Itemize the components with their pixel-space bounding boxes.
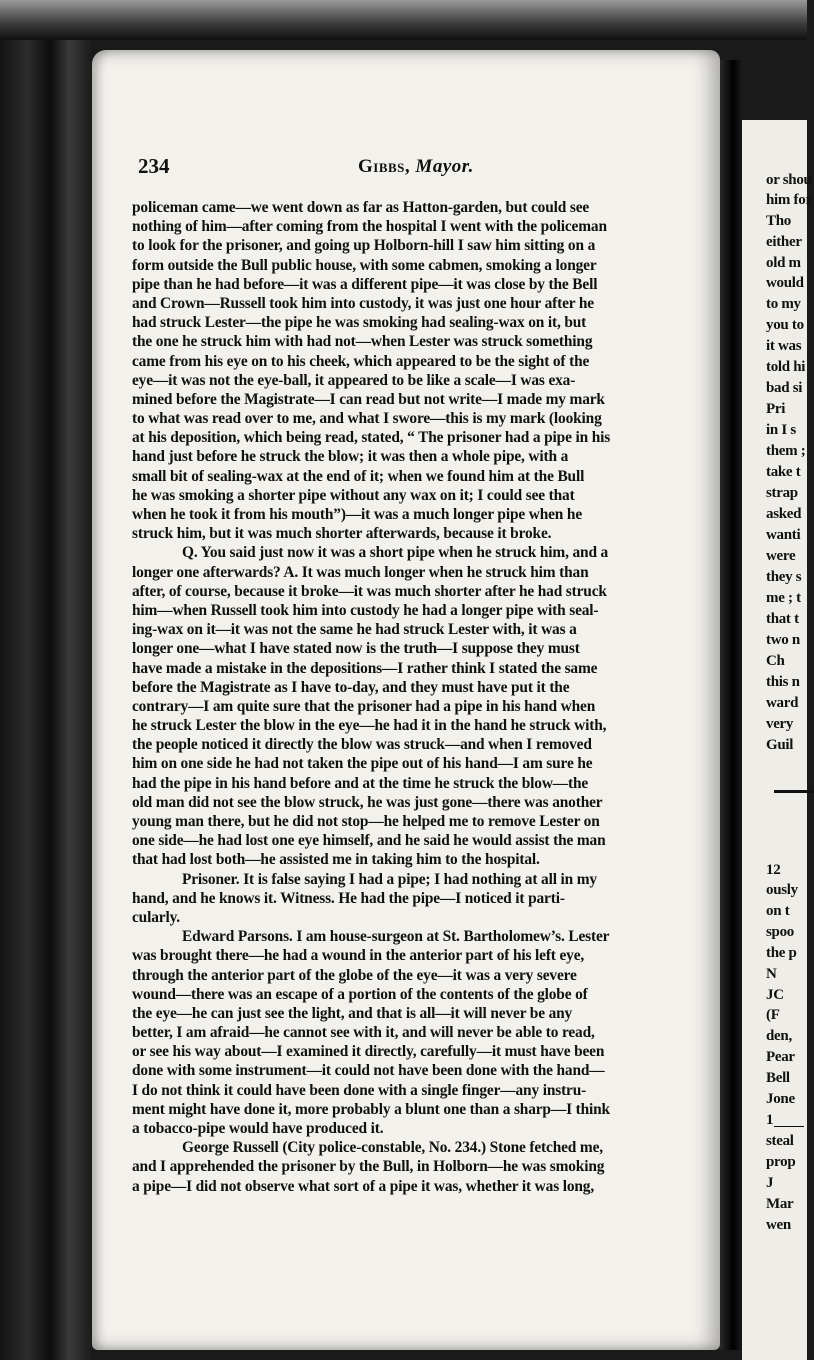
text-line: the one he struck him with had not—when Lester was struck something <box>132 333 593 351</box>
right-page-fragment <box>742 120 812 1360</box>
book-gutter <box>720 60 742 1350</box>
running-title <box>358 156 474 178</box>
text-line: Edward Parsons. I am house-surgeon at St. Bartholomew’s. Lester <box>182 928 610 946</box>
text-line: after, of course, because it broke—it was much shorter after he had struck <box>132 582 607 600</box>
text-line: I do not think it could have been done with a single finger—any instru- <box>132 1081 587 1099</box>
text-line: longer one—what I have stated now is the truth—I suppose they must <box>132 640 580 658</box>
right-page-line: (F <box>766 1007 780 1023</box>
right-page-line: asked <box>766 506 802 522</box>
text-line: better, I am afraid—he cannot see with it, and will never be able to read, <box>132 1024 595 1042</box>
right-page-line: Tho <box>766 213 791 229</box>
right-page-line: two n <box>766 632 800 648</box>
right-page-line: 12 <box>766 862 781 878</box>
right-page-line: either <box>766 234 802 250</box>
text-line: and I apprehended the prisoner by the Bull, in Holborn—he was smoking <box>132 1158 605 1176</box>
text-line: done with some instrument—it could not have been done with the hand— <box>132 1062 605 1080</box>
text-line: young man there, but he did not stop—he helped me to remove Lester on <box>132 813 600 830</box>
right-page-line: them ; <box>766 443 806 459</box>
text-line: him on one side he had not taken the pipe out of his hand—I am sure he <box>132 755 593 773</box>
text-line: nothing of him—after coming from the hospital I went with the policeman <box>132 218 607 236</box>
right-page-line: in I s <box>766 422 796 438</box>
text-line: mined before the Magistrate—I can read but not write—I made my mark <box>132 390 605 408</box>
text-line: had the pipe in his hand before and at the time he struck the blow—the <box>132 774 589 792</box>
right-page-line: den, <box>766 1028 792 1044</box>
right-page-line: very <box>766 716 794 732</box>
book-binding <box>0 40 92 1360</box>
text-line: have made a mistake in the depositions—I rather think I stated the same <box>132 659 598 677</box>
right-page-line: old m <box>766 255 801 271</box>
right-page-line: Ch <box>766 653 785 669</box>
right-page-line: they s <box>766 569 802 585</box>
right-page-line: bad si <box>766 380 803 396</box>
section-rule <box>774 790 814 793</box>
text-line: a tobacco-pipe would have produced it. <box>132 1120 384 1137</box>
running-head <box>138 154 708 184</box>
right-page-line: that t <box>766 611 799 627</box>
text-line: George Russell (City police-constable, No. 234.) Stone fetched me, <box>182 1139 603 1157</box>
text-line: he was smoking a shorter pipe without any wax on it; I could see that <box>132 486 575 504</box>
text-line: eye—it was not the eye-ball, it appeared to be like a scale—I was exa- <box>132 371 576 389</box>
right-page-line: N <box>766 966 777 982</box>
right-page-line: you to <box>766 317 804 333</box>
running-title-office: Mayor. <box>415 156 474 177</box>
text-line: at his deposition, which being read, stated, “ The prisoner had a pipe in his <box>132 429 611 447</box>
text-line: or see his way about—I examined it directly, carefully—it must have been <box>132 1043 605 1061</box>
text-line: him—when Russell took him into custody he had a longer pipe with seal- <box>132 601 599 619</box>
text-line: wound—there was an escape of a portion of the contents of the globe of <box>132 985 588 1003</box>
right-page-line: wen <box>766 1217 791 1233</box>
right-page-line: the p <box>766 945 797 961</box>
right-page-line: Guil <box>766 737 794 753</box>
text-line: before the Magistrate as I have to-day, and they must have put it the <box>132 678 570 696</box>
text-line: a pipe—I did not observe what sort of a pipe it was, whether it was long, <box>132 1177 595 1195</box>
right-page-line: told hi <box>766 359 806 375</box>
text-line: when he took it from his mouth”)—it was a much longer pipe when he <box>132 506 583 523</box>
right-page-line: J <box>766 1175 774 1191</box>
text-line: hand just before he struck the blow; it was then a whole pipe, with a <box>132 448 569 466</box>
text-line: came from his eye on to his cheek, which appeared to be the sight of the <box>132 352 590 370</box>
right-page-line: would <box>766 275 804 291</box>
text-line: hand, and he knows it. Witness. He had the pipe—I noticed it parti- <box>132 889 565 907</box>
text-line: pipe than he had before—it was a different pipe—it was close by the Bell <box>132 275 598 293</box>
right-page-line: strap <box>766 485 798 501</box>
right-page-line: me ; t <box>766 590 801 606</box>
running-title-name: Gibbs, <box>358 156 411 177</box>
right-page-line: it was <box>766 338 802 354</box>
page-body-text <box>132 198 708 1196</box>
section-rule <box>774 1126 804 1127</box>
text-line: had struck Lester—the pipe he was smoking had sealing-wax on it, but <box>132 314 587 332</box>
right-page-line: Mar <box>766 1196 794 1212</box>
text-line: longer one afterwards? A. It was much longer when he struck him than <box>132 563 589 581</box>
right-page-line: Pear <box>766 1049 795 1065</box>
text-line: that had lost both—he assisted me in taking him to the hospital. <box>132 851 540 869</box>
text-line: small bit of sealing-wax at the end of it; when we found him at the Bull <box>132 467 585 485</box>
right-page-line: wanti <box>766 527 801 543</box>
right-page-line: this n <box>766 674 800 690</box>
right-page-line: him for <box>766 192 812 208</box>
text-line: form outside the Bull public house, with some cabmen, smoking a longer <box>132 256 597 274</box>
right-page-line: on t <box>766 903 790 919</box>
text-line: ing-wax on it—it was not the same he had struck Lester with, it was a <box>132 621 577 639</box>
text-line: and Crown—Russell took him into custody, it was just one hour after he <box>132 294 594 312</box>
text-line: struck him, but it was much shorter afterwards, because it broke. <box>132 525 552 543</box>
text-line: ment might have done it, more probably a blunt one than a sharp—I think <box>132 1100 610 1118</box>
right-page-line: Pri <box>766 401 786 417</box>
page-number: 234 <box>138 154 170 178</box>
text-line: to what was read over to me, and what I swore—this is my mark (looking <box>132 410 602 428</box>
right-page-line: ward <box>766 695 799 711</box>
right-page-line: Bell <box>766 1070 790 1086</box>
right-page-line: ously <box>766 882 798 898</box>
text-line: policeman came—we went down as far as Hatton-garden, but could see <box>132 199 590 216</box>
text-line: the people noticed it directly the blow was struck—and when I removed <box>132 736 592 754</box>
right-page-line: take t <box>766 464 801 480</box>
text-line: contrary—I am quite sure that the prisoner had a pipe in his hand when <box>132 697 596 715</box>
text-line: to look for the prisoner, and going up Holborn-hill I saw him sitting on a <box>132 237 596 255</box>
right-page-line: or shou <box>766 172 812 188</box>
text-line: Prisoner. It is false saying I had a pipe; I had nothing at all in my <box>182 870 597 888</box>
right-page-line: to my <box>766 296 801 312</box>
right-page-line: JC <box>766 987 784 1003</box>
left-page <box>92 50 720 1350</box>
text-line: cularly. <box>132 908 180 926</box>
right-page-line: steal <box>766 1133 794 1149</box>
text-line: Q. You said just now it was a short pipe when he struck him, and a <box>182 544 609 562</box>
text-line: he struck Lester the blow in the eye—he had it in the hand he struck with, <box>132 717 607 735</box>
right-page-line: 1 <box>766 1112 774 1128</box>
right-page-line: Jone <box>766 1091 795 1107</box>
right-page-line: prop <box>766 1154 796 1170</box>
text-line: through the anterior part of the globe of the eye—it was a very severe <box>132 966 577 984</box>
text-line: the eye—he can just see the light, and that is all—it will never be any <box>132 1004 573 1022</box>
scan-top-edge <box>0 0 807 40</box>
right-page-line: were <box>766 548 796 564</box>
text-line: one side—he had lost one eye himself, and he said he would assist the man <box>132 832 606 850</box>
text-line: old man did not see the blow struck, he was just gone—there was another <box>132 793 603 811</box>
right-page-line: spoo <box>766 924 794 940</box>
text-line: was brought there—he had a wound in the anterior part of his left eye, <box>132 947 585 965</box>
